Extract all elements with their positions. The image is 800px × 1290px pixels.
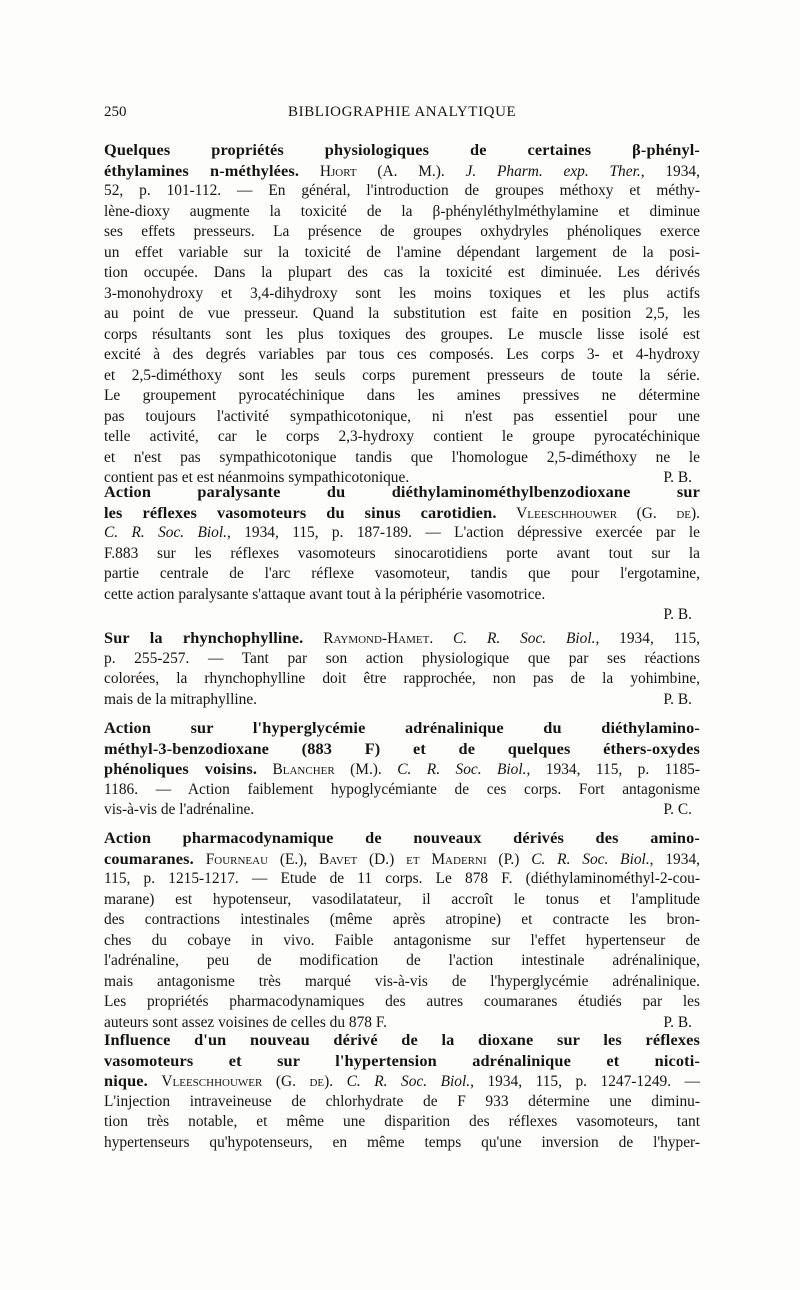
body-line: 115, p. 1215-1217. — Etude de 11 corps. Le 878 F. (diéthylaminométhyl-2-cou- (104, 870, 700, 887)
body-line: corps résultants sont les plus toxiques des groupes. Le muscle lisse isolé est (104, 325, 700, 343)
body-line: tion occupée. Dans la plupart des cas la toxicité est diminuée. Les dérivés (104, 264, 700, 281)
article-title: méthyl-3-benzodioxane (883 F) et de quelques éthers-oxydes (104, 738, 700, 758)
abstract-entry-2 (104, 482, 700, 626)
body-line: et 2,5-diméthoxy sont les seuls corps purement presseurs de toute la série. (104, 366, 700, 384)
abstract-entry-5 (104, 828, 700, 1033)
reviewer-initials: P. C. (663, 801, 692, 818)
reviewer-initials: P. B. (663, 469, 692, 486)
reviewer-initials: P. B. (663, 1013, 692, 1031)
abstract-entry-1 (104, 140, 700, 489)
reference: , 1934, (649, 850, 700, 868)
article-title: coumaranes. (104, 848, 194, 868)
last-line-text: auteurs sont assez voisines de celles du 878 F. (104, 1013, 388, 1031)
reference: , 1934, 115, p. 1247-1249. — (470, 1073, 700, 1090)
body-line: lène-dioxy augmente la toxicité de la β-phényléthylméthylamine et diminue (104, 202, 700, 220)
body-line: hypertenseurs qu'hypotenseurs, en même temps qu'une inversion de l'hyper- (104, 1133, 700, 1151)
body-line: excité à des degrés variables par tous ces composés. Les corps 3- et 4-hydroxy (104, 346, 700, 363)
body-line: marane) est hypotenseur, vasodilatateur, il accroît le tonus et l'amplitude (104, 890, 700, 908)
article-title: éthylamines n-méthylées. (104, 160, 300, 180)
abstract-entry-3 (104, 628, 700, 710)
article-title: Quelques propriétés physiologiques de certaines β-phényl- (104, 140, 700, 159)
journal: C. R. Soc. Biol. (346, 1073, 471, 1090)
article-title: Sur la rhynchophylline. (104, 628, 304, 647)
article-title: Action pharmacodynamique de nouveaux dérivés des amino- (104, 828, 700, 847)
running-header (104, 104, 700, 124)
body-line: telle activité, car le corps 2,3-hydroxy contient le groupe pyrocatéchinique (104, 428, 700, 445)
article-title: phénoliques voisins. (104, 759, 258, 778)
body-line: 1186. — Action faiblement hypoglycémiante de ces corps. Fort antagonisme (104, 780, 700, 798)
author: Vleeschhouwer (G. de). (161, 1073, 334, 1090)
body-line: 52, p. 101-112. — En général, l'introduction de groupes méthoxy et méthy- (104, 182, 700, 199)
reference: , 1934, 115, p. 1185- (526, 761, 701, 778)
body-line: F.883 sur les réflexes vasomoteurs sinocarotidiens porte avant tout sur la (104, 544, 700, 562)
page-number: 250 (104, 104, 127, 120)
citation-line (104, 849, 700, 870)
body-line: ches du cobaye in vivo. Faible antagonisme sur l'effet hypertenseur de (104, 931, 700, 949)
citation-line (104, 759, 700, 780)
citation-line (104, 1071, 700, 1092)
article-title: Action sur l'hyperglycémie adrénalinique du diéthylamino- (104, 718, 700, 737)
body-line: colorées, la rhynchophylline doit être rapprochée, non pas de la yohimbine, (104, 670, 700, 687)
reviewer-initials: P. B. (663, 690, 692, 708)
body-line: tion très notable, et même une disparition des réflexes vasomoteurs, tant (104, 1113, 700, 1130)
author: Hjort (A. M.). (319, 162, 445, 180)
body-line: p. 255-257. — Tant par son action physiologique que par ses réactions (104, 649, 700, 667)
journal: J. Pharm. exp. Ther. (465, 162, 641, 180)
author: Raymond-Hamet. (323, 630, 434, 647)
body-line: Les propriétés pharmacodynamiques des autres coumaranes étudiés par les (104, 993, 700, 1010)
reference: , 1934, 115, (595, 630, 700, 647)
article-title: nique. (104, 1071, 148, 1090)
body-line: partie centrale de l'arc réflexe vasomoteur, tandis que pour l'ergotamine, (104, 565, 700, 582)
article-title: vasomoteurs et sur l'hypertension adrénalinique et nicoti- (104, 1050, 700, 1070)
body-line (104, 690, 700, 711)
journal: C. R. Soc. Biol. (531, 850, 650, 868)
body-line: L'injection intraveineuse de chlorhydrate de F 933 détermine une diminu- (104, 1092, 700, 1110)
reference: , 1934, (640, 162, 700, 180)
body-line: Le groupement pyrocatéchinique dans les amines pressives ne détermine (104, 387, 700, 404)
body-line: l'adrénaline, peu de modification de l'action intestinale adrénalinique, (104, 952, 700, 969)
body-line: des contractions intestinales (même après atropine) et contracte les bron- (104, 911, 700, 928)
journal: C. R. Soc. Biol. (397, 761, 527, 778)
body-line: 3-monohydroxy et 3,4-dihydroxy sont les moins toxiques et les plus actifs (104, 284, 700, 302)
body-line: mais antagonisme très marqué vis-à-vis de l'hyperglycémie adrénalinique. (104, 972, 700, 990)
last-line-text: mais de la mitraphylline. (104, 690, 258, 708)
reviewer-initials: P. B. (663, 606, 692, 623)
citation-line (104, 628, 700, 649)
reference: , 1934, 115, p. 187-189. — L'action dépressive exercée par le (227, 524, 700, 541)
article-title: les réflexes vasomoteurs du sinus carotidien. (104, 502, 497, 522)
body-line: ses effets presseurs. La présence de groupes oxhydryles phénoliques exerce (104, 223, 700, 240)
last-line-text: contient pas et est néanmoins sympathicotonique. (104, 469, 410, 486)
running-title: BIBLIOGRAPHIE ANALYTIQUE (288, 104, 517, 120)
citation-line (104, 503, 700, 524)
body-line: cette action paralysante s'attaque avant tout à la périphérie vasomotrice. (104, 585, 546, 603)
body-line: un effet variable sur la toxicité de l'amine dépendant largement de la posi- (104, 243, 700, 261)
abstract-entry-4 (104, 718, 700, 821)
journal: C. R. Soc. Biol. (104, 524, 228, 541)
author: Blancher (M.). (272, 761, 382, 778)
body-line: pas toujours l'activité sympathicotonique, ni n'est pas essentiel pour une (104, 407, 700, 425)
body-line: et n'est pas sympathicotonique tandis que l'homologue 2,5-diméthoxy ne le (104, 448, 700, 466)
body-line: au point de vue presseur. Quand la substitution est faite en position 2,5, les (104, 305, 700, 322)
authors: Fourneau (E.), Bavet (D.) et Maderni (P.) (205, 850, 520, 868)
body-line (104, 800, 700, 821)
citation-line (104, 161, 700, 182)
journal: C. R. Soc. Biol. (453, 630, 596, 647)
article-title: Influence d'un nouveau dérivé de la dioxane sur les réflexes (104, 1030, 700, 1049)
article-title: Action paralysante du diéthylaminométhylbenzodioxane sur (104, 482, 700, 501)
last-line-text: vis-à-vis de l'adrénaline. (104, 801, 255, 818)
abstract-entry-6 (104, 1030, 700, 1153)
author: Vleeschhouwer (G. de). (516, 504, 700, 522)
citation-line (104, 523, 700, 544)
